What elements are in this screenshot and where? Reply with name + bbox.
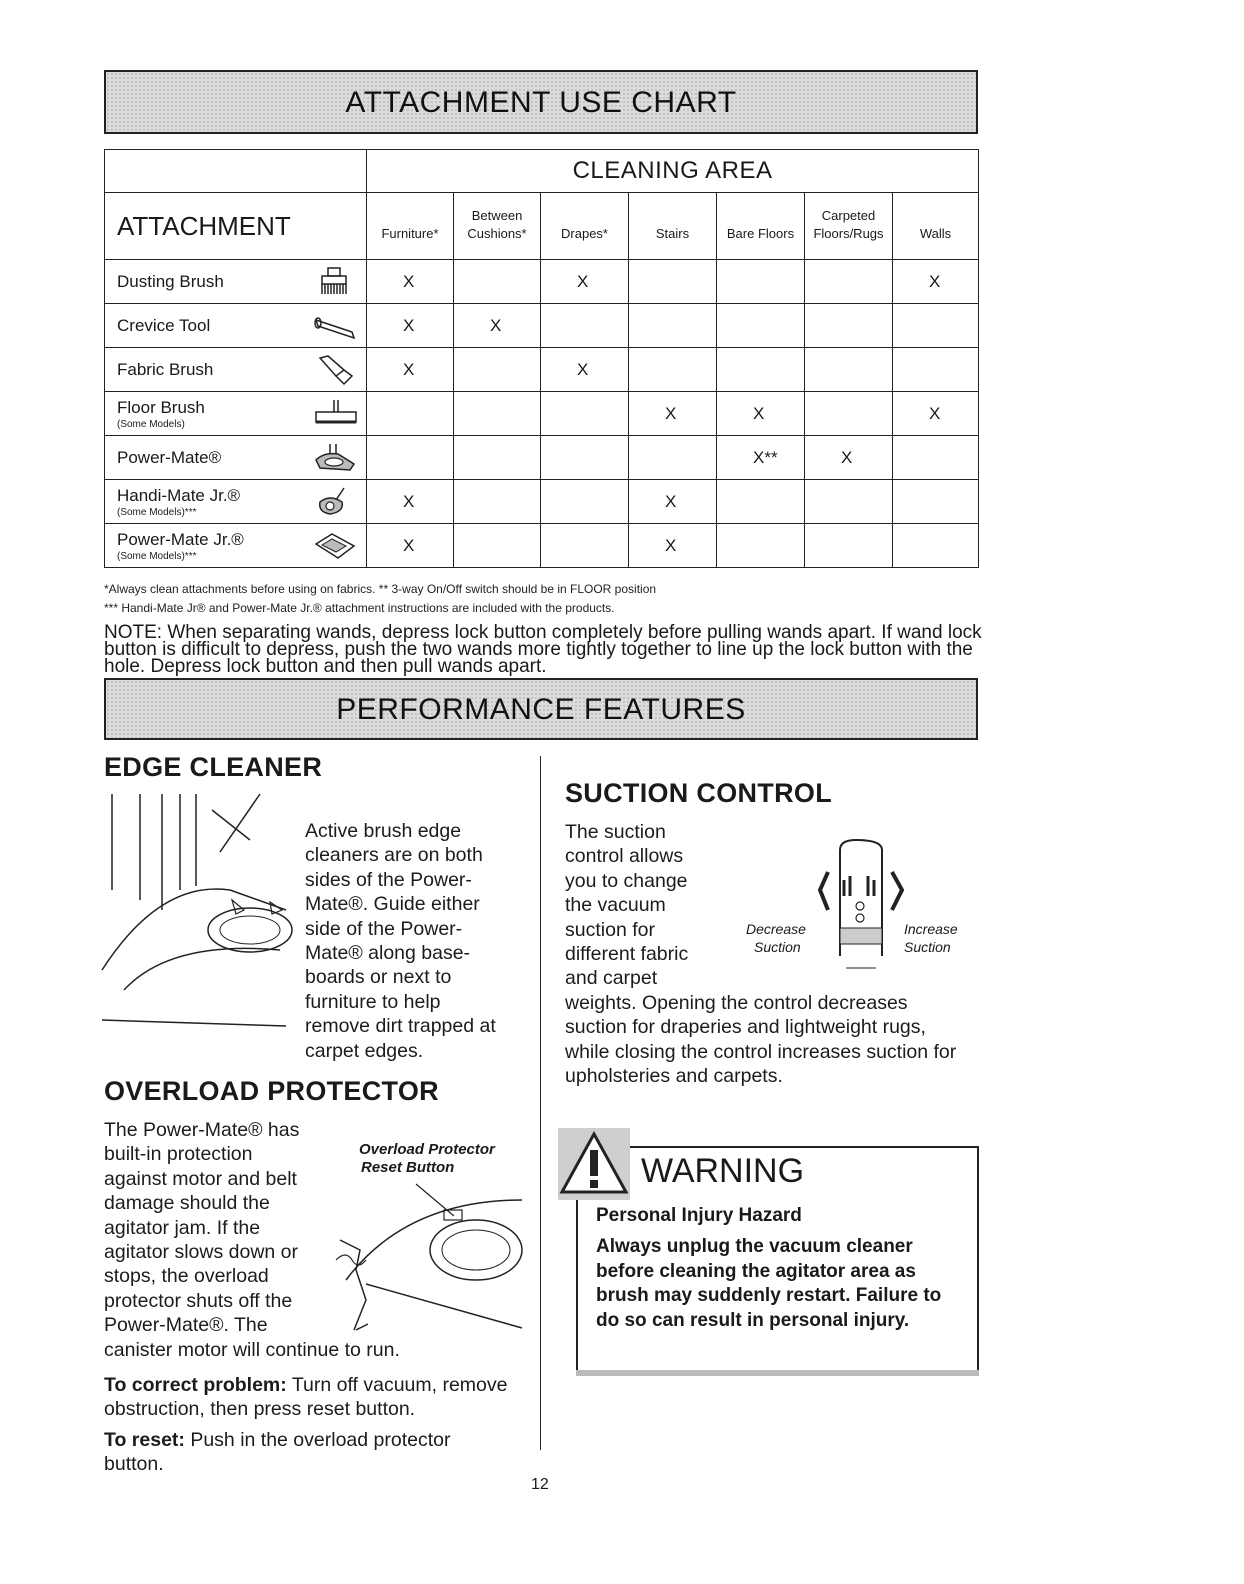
reset-body: Push in the overload protector button. — [104, 1429, 451, 1476]
attachment-cell — [105, 524, 367, 568]
edge-cleaner-text — [305, 819, 496, 1063]
note-label: NOTE: — [104, 622, 163, 643]
usage-mark — [717, 304, 805, 348]
cleaning-area-header: CLEANING AREA — [367, 150, 979, 193]
usage-mark — [805, 524, 893, 568]
edge-cleaner-line: remove dirt trapped at — [305, 1015, 496, 1038]
attachment-name: Dusting Brush — [117, 271, 224, 291]
usage-mark — [893, 348, 979, 392]
overload-line: built-in protection — [104, 1143, 253, 1166]
attachment-note: (Some Models)*** — [117, 506, 197, 518]
attachment-name: Power-Mate Jr.® — [117, 529, 244, 549]
floor-brush-icon — [314, 398, 358, 430]
usage-mark: X — [893, 260, 979, 304]
suction-control-heading: SUCTION CONTROL — [565, 778, 832, 808]
column-divider — [540, 756, 541, 1450]
attachment-name: Floor Brush — [117, 397, 205, 417]
correct-problem-body: Turn off vacuum, remove obstruction, then press reset button. — [104, 1374, 508, 1421]
edge-cleaner-line: cleaners are on both — [305, 844, 483, 867]
usage-mark — [893, 304, 979, 348]
attachment-note: (Some Models) — [117, 418, 185, 430]
attachment-row — [105, 524, 979, 568]
usage-mark — [629, 260, 717, 304]
column-header: Walls — [893, 193, 979, 260]
edge-cleaner-heading: EDGE CLEANER — [104, 752, 323, 782]
column-header: Between Cushions* — [454, 193, 541, 260]
page-number: 12 — [531, 1476, 549, 1493]
overload-line: agitator jam. If the — [104, 1216, 261, 1239]
footnote-2: *** Handi-Mate Jr® and Power-Mate Jr.® attachment instructions are included with the products. — [104, 601, 615, 615]
edge-cleaner-line: side of the Power- — [305, 917, 463, 940]
column-header: Drapes* — [541, 193, 629, 260]
note-text: When separating wands, depress lock button completely before pulling wands apart. If wand lock button is difficult to depress, push the two wands more tightly together to line up the lock button with the hole. Depress lock button and then pull wands apart. — [104, 622, 982, 677]
attachment-name: Handi-Mate Jr.® — [117, 485, 241, 505]
overload-protector-heading: OVERLOAD PROTECTOR — [104, 1076, 439, 1106]
edge-cleaner-line: sides of the Power- — [305, 868, 472, 891]
suction-line: The suction — [565, 821, 666, 843]
overload-protector-text — [104, 1118, 299, 1338]
warning-text: Always unplug the vacuum cleaner before cleaning the agitator area as brush may suddenly restart. Failure to do so can result in personal injury. — [596, 1236, 942, 1331]
power-mate-icon — [314, 442, 358, 474]
column-header: Carpeted Floors/Rugs — [805, 193, 893, 260]
usage-mark — [805, 392, 893, 436]
suction-control-illustration — [806, 836, 910, 972]
edge-cleaner-line: Mate® along base- — [305, 942, 471, 965]
overload-last-line: canister motor will continue to run. — [104, 1339, 400, 1361]
suction-control-rest: weights. Opening the control decreases suction for draperies and lightweight rugs, while closing the control increases suction for upholsteries and carpets. — [565, 992, 957, 1088]
attachment-chart-title: ATTACHMENT USE CHART — [345, 86, 737, 119]
suction-control-text — [565, 820, 688, 991]
overload-callout — [359, 1141, 495, 1177]
edge-cleaner-line: carpet edges. — [305, 1039, 424, 1062]
column-header: Bare Floors — [717, 193, 805, 260]
correct-problem-label: To correct problem: — [104, 1374, 287, 1396]
usage-mark: X — [367, 348, 454, 392]
usage-mark: X — [367, 524, 454, 568]
warning-shadow — [576, 1370, 979, 1376]
increase-line-2: Suction — [904, 939, 951, 955]
chart-corner-cell — [105, 150, 367, 193]
overload-illustration — [326, 1180, 526, 1350]
usage-mark — [805, 480, 893, 524]
overload-line: stops, the overload — [104, 1265, 269, 1288]
suction-line: and carpet — [565, 967, 658, 990]
usage-mark — [717, 260, 805, 304]
edge-cleaner-line: boards or next to — [305, 966, 452, 989]
attachment-name: Power-Mate® — [117, 447, 222, 467]
overload-callout-line-2: Reset Button — [361, 1159, 455, 1176]
attachment-cell — [105, 392, 367, 436]
usage-mark — [893, 524, 979, 568]
attachment-cell — [105, 348, 367, 392]
wand-note — [104, 624, 984, 675]
footnote-1: *Always clean attachments before using on fabrics. ** 3-way On/Off switch should be in FLOOR position — [104, 582, 657, 596]
suction-line: you to change — [565, 869, 688, 892]
crevice-tool-icon — [314, 310, 358, 342]
overload-line: damage should the — [104, 1192, 270, 1215]
warning-hazard: Personal Injury Hazard — [596, 1205, 802, 1226]
attachment-row — [105, 260, 979, 304]
column-header: Furniture* — [367, 193, 454, 260]
overload-line: Power-Mate®. The — [104, 1314, 268, 1337]
performance-title: PERFORMANCE FEATURES — [336, 693, 746, 726]
usage-mark — [629, 436, 717, 480]
usage-mark: X — [629, 524, 717, 568]
edge-cleaner-illustration — [100, 790, 296, 1040]
dusting-brush-icon — [314, 266, 358, 298]
usage-mark: X — [717, 392, 805, 436]
usage-mark: X — [454, 304, 541, 348]
attachment-chart-banner — [104, 70, 978, 134]
usage-mark: X — [541, 260, 629, 304]
warning-title: WARNING — [641, 1152, 805, 1190]
attachment-header: ATTACHMENT — [105, 193, 367, 260]
usage-mark — [541, 436, 629, 480]
performance-banner — [104, 678, 978, 740]
usage-mark: X** — [717, 436, 805, 480]
decrease-line-2: Suction — [754, 939, 801, 955]
usage-mark — [629, 304, 717, 348]
usage-mark: X — [805, 436, 893, 480]
usage-mark — [805, 304, 893, 348]
reset-label: To reset: — [104, 1429, 185, 1451]
usage-mark — [541, 392, 629, 436]
increase-line-1: Increase — [904, 921, 958, 937]
attachment-row — [105, 392, 979, 436]
decrease-label — [746, 920, 806, 956]
overload-line: agitator slows down or — [104, 1241, 299, 1264]
attachment-cell — [105, 436, 367, 480]
usage-mark — [629, 348, 717, 392]
usage-mark: X — [893, 392, 979, 436]
attachment-row — [105, 304, 979, 348]
usage-mark — [454, 392, 541, 436]
usage-mark: X — [367, 260, 454, 304]
usage-mark — [454, 260, 541, 304]
usage-mark — [893, 436, 979, 480]
attachment-cell — [105, 480, 367, 524]
usage-mark — [717, 348, 805, 392]
attachment-use-chart — [104, 149, 979, 568]
usage-mark — [893, 480, 979, 524]
overload-callout-line-1: Overload Protector — [359, 1141, 495, 1158]
attachment-row — [105, 480, 979, 524]
usage-mark: X — [629, 480, 717, 524]
usage-mark — [717, 524, 805, 568]
increase-label — [904, 920, 958, 956]
power-mate-jr-icon — [314, 530, 358, 562]
reset-text — [104, 1428, 504, 1477]
fabric-brush-icon — [314, 354, 358, 386]
attachment-cell — [105, 304, 367, 348]
usage-mark — [541, 304, 629, 348]
usage-mark — [805, 348, 893, 392]
attachment-name: Crevice Tool — [117, 315, 211, 335]
attachment-cell — [105, 260, 367, 304]
usage-mark — [717, 480, 805, 524]
usage-mark — [454, 480, 541, 524]
overload-line: protector shuts off the — [104, 1289, 293, 1312]
correct-problem-text — [104, 1373, 524, 1422]
suction-line: different fabric — [565, 943, 689, 966]
usage-mark — [541, 480, 629, 524]
usage-mark — [367, 392, 454, 436]
warning-triangle-icon — [558, 1128, 630, 1200]
usage-mark — [367, 436, 454, 480]
usage-mark — [805, 260, 893, 304]
usage-mark: X — [541, 348, 629, 392]
attachment-row — [105, 348, 979, 392]
column-header: Stairs — [629, 193, 717, 260]
usage-mark: X — [629, 392, 717, 436]
usage-mark: X — [367, 480, 454, 524]
usage-mark — [541, 524, 629, 568]
edge-cleaner-line: Active brush edge — [305, 820, 462, 842]
overload-line: The Power-Mate® has — [104, 1119, 300, 1141]
handi-mate-icon — [314, 486, 358, 518]
attachment-note: (Some Models)*** — [117, 550, 197, 562]
usage-mark — [454, 524, 541, 568]
overload-line: against motor and belt — [104, 1167, 297, 1190]
suction-line: control allows — [565, 845, 684, 868]
suction-line: the vacuum — [565, 894, 666, 917]
attachment-name: Fabric Brush — [117, 359, 214, 379]
usage-mark — [454, 348, 541, 392]
decrease-line-1: Decrease — [746, 921, 806, 937]
attachment-row — [105, 436, 979, 480]
usage-mark — [454, 436, 541, 480]
suction-line: suction for — [565, 918, 655, 941]
usage-mark: X — [367, 304, 454, 348]
edge-cleaner-line: furniture to help — [305, 990, 441, 1013]
edge-cleaner-line: Mate®. Guide either — [305, 893, 480, 916]
